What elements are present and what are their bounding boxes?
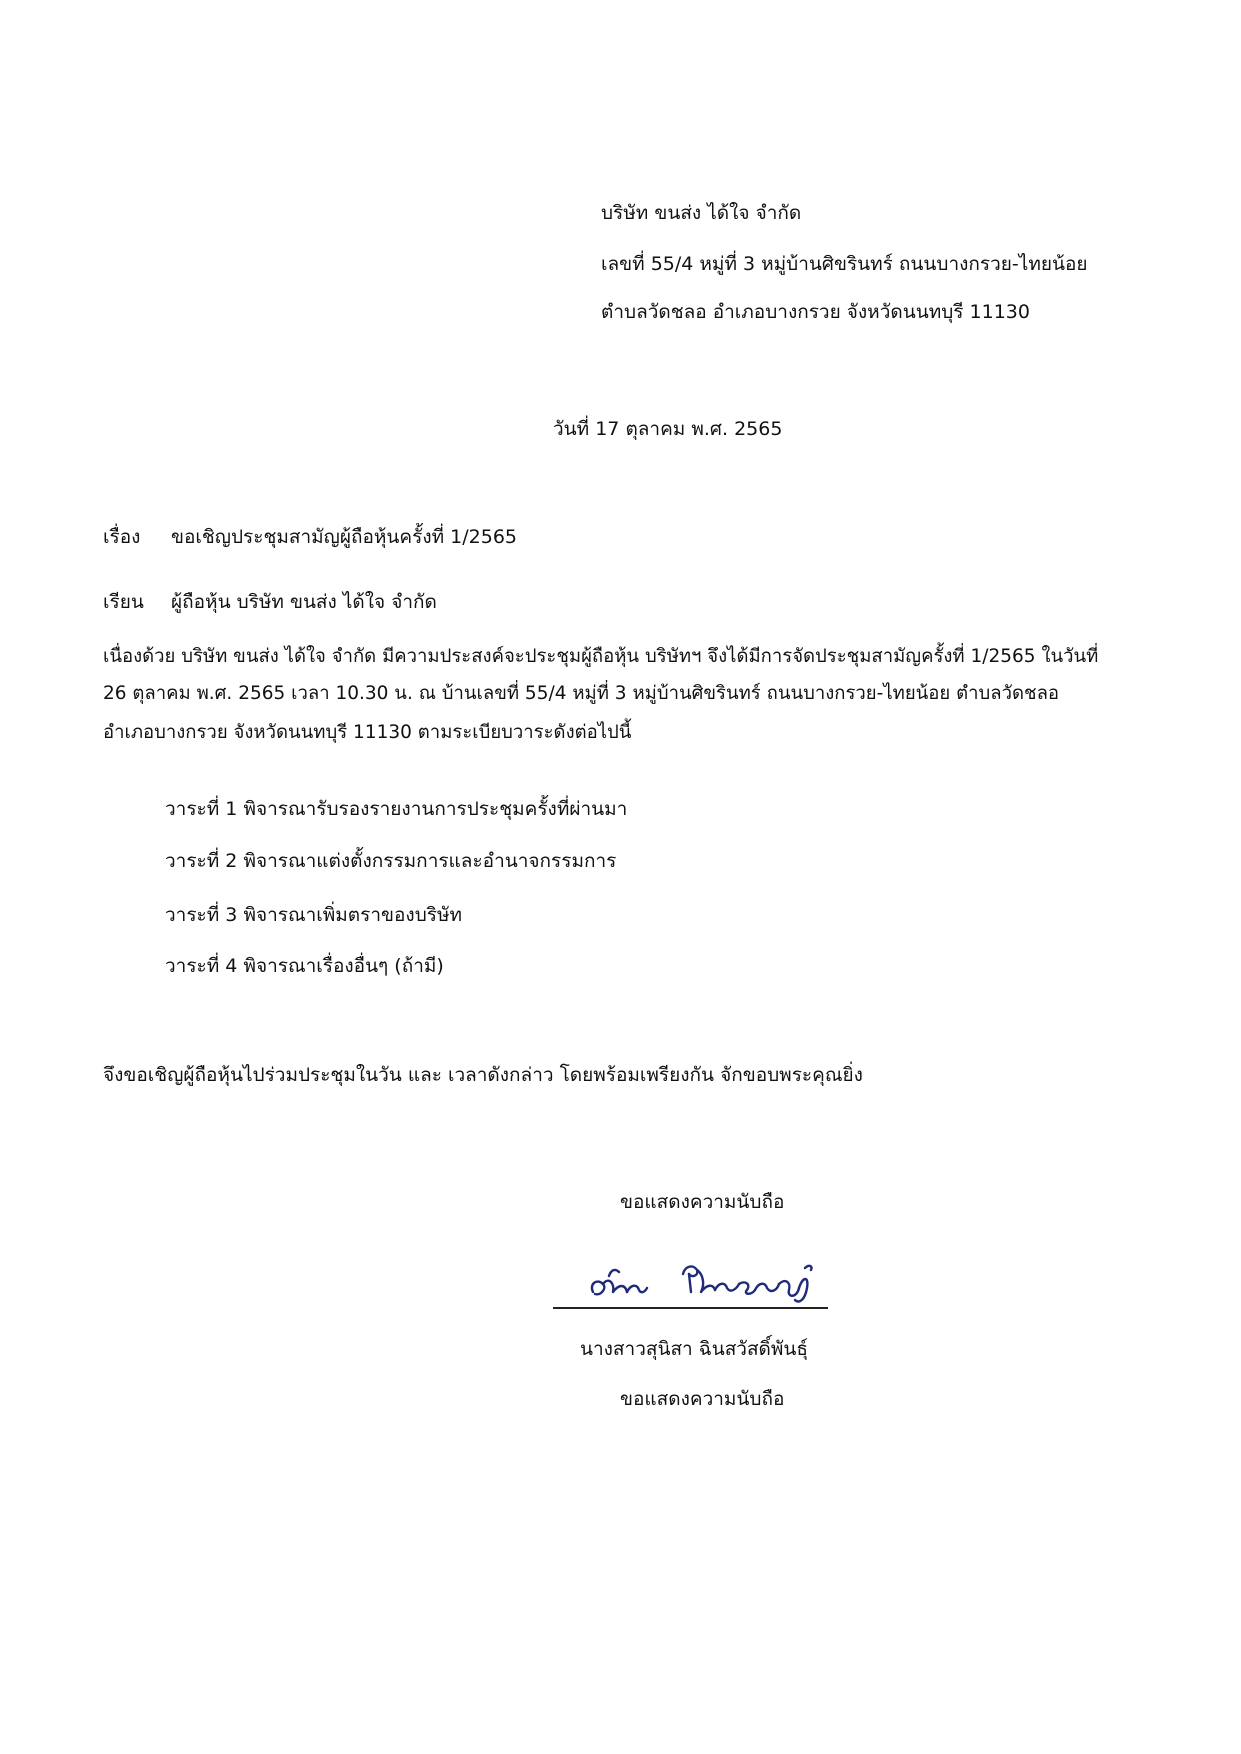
subject-text: ขอเชิญประชุมสามัญผู้ถือหุ้นครั้งที่ 1/2565 <box>171 526 518 548</box>
recipient-label: เรียน <box>103 591 144 613</box>
agenda-item-1: วาระที่ 1 พิจารณารับรองรายงานการประชุมครั้งที่ผ่านมา <box>165 798 628 820</box>
regards-top: ขอแสดงความนับถือ <box>620 1191 785 1213</box>
agenda-item-2: วาระที่ 2 พิจารณาแต่งตั้งกรรมการและอำนาจกรรมการ <box>165 850 617 872</box>
recipient-text: ผู้ถือหุ้น บริษัท ขนส่ง ได้ใจ จำกัด <box>171 591 437 613</box>
regards-bottom: ขอแสดงความนับถือ <box>620 1388 785 1410</box>
letter-date: วันที่ 17 ตุลาคม พ.ศ. 2565 <box>553 418 783 440</box>
closing-sentence: จึงขอเชิญผู้ถือหุ้นไปร่วมประชุมในวัน และ เวลาดังกล่าว โดยพร้อมเพรียงกัน จักขอบพระคุณยิ่ง <box>103 1064 863 1086</box>
sender-address-line1: เลขที่ 55/4 หมู่ที่ 3 หมู่บ้านศิขรินทร์ ถนนบางกรวย-ไทยน้อย <box>601 253 1088 275</box>
signature-line <box>553 1307 828 1309</box>
sender-address-line2: ตำบลวัดชลอ อำเภอบางกรวย จังหวัดนนทบุรี 11130 <box>601 301 1030 323</box>
subject-label: เรื่อง <box>103 526 141 548</box>
agenda-item-4: วาระที่ 4 พิจารณาเรื่องอื่นๆ (ถ้ามี) <box>165 955 444 977</box>
agenda-item-3: วาระที่ 3 พิจารณาเพิ่มตราของบริษัท <box>165 904 463 926</box>
signature-image <box>585 1254 825 1308</box>
body-line-2: 26 ตุลาคม พ.ศ. 2565 เวลา 10.30 น. ณ บ้านเลขที่ 55/4 หมู่ที่ 3 หมู่บ้านศิขรินทร์ ถนนบางกรวย-ไทยน้อย ตำบลวัดชลอ <box>103 683 1060 704</box>
signer-name: นางสาวสุนิสา ฉินสวัสดิ์พันธุ์ <box>580 1338 808 1360</box>
body-line-3: อำเภอบางกรวย จังหวัดนนทบุรี 11130 ตามระเบียบวาระดังต่อไปนี้ <box>103 722 632 743</box>
sender-company: บริษัท ขนส่ง ได้ใจ จำกัด <box>601 202 802 224</box>
body-line-1: เนื่องด้วย บริษัท ขนส่ง ได้ใจ จำกัด มีความประสงค์จะประชุมผู้ถือหุ้น บริษัทฯ จึงได้มีการจัดประชุมสามัญครั้งที่ 1/2565 ในวันที่ <box>103 646 1099 667</box>
